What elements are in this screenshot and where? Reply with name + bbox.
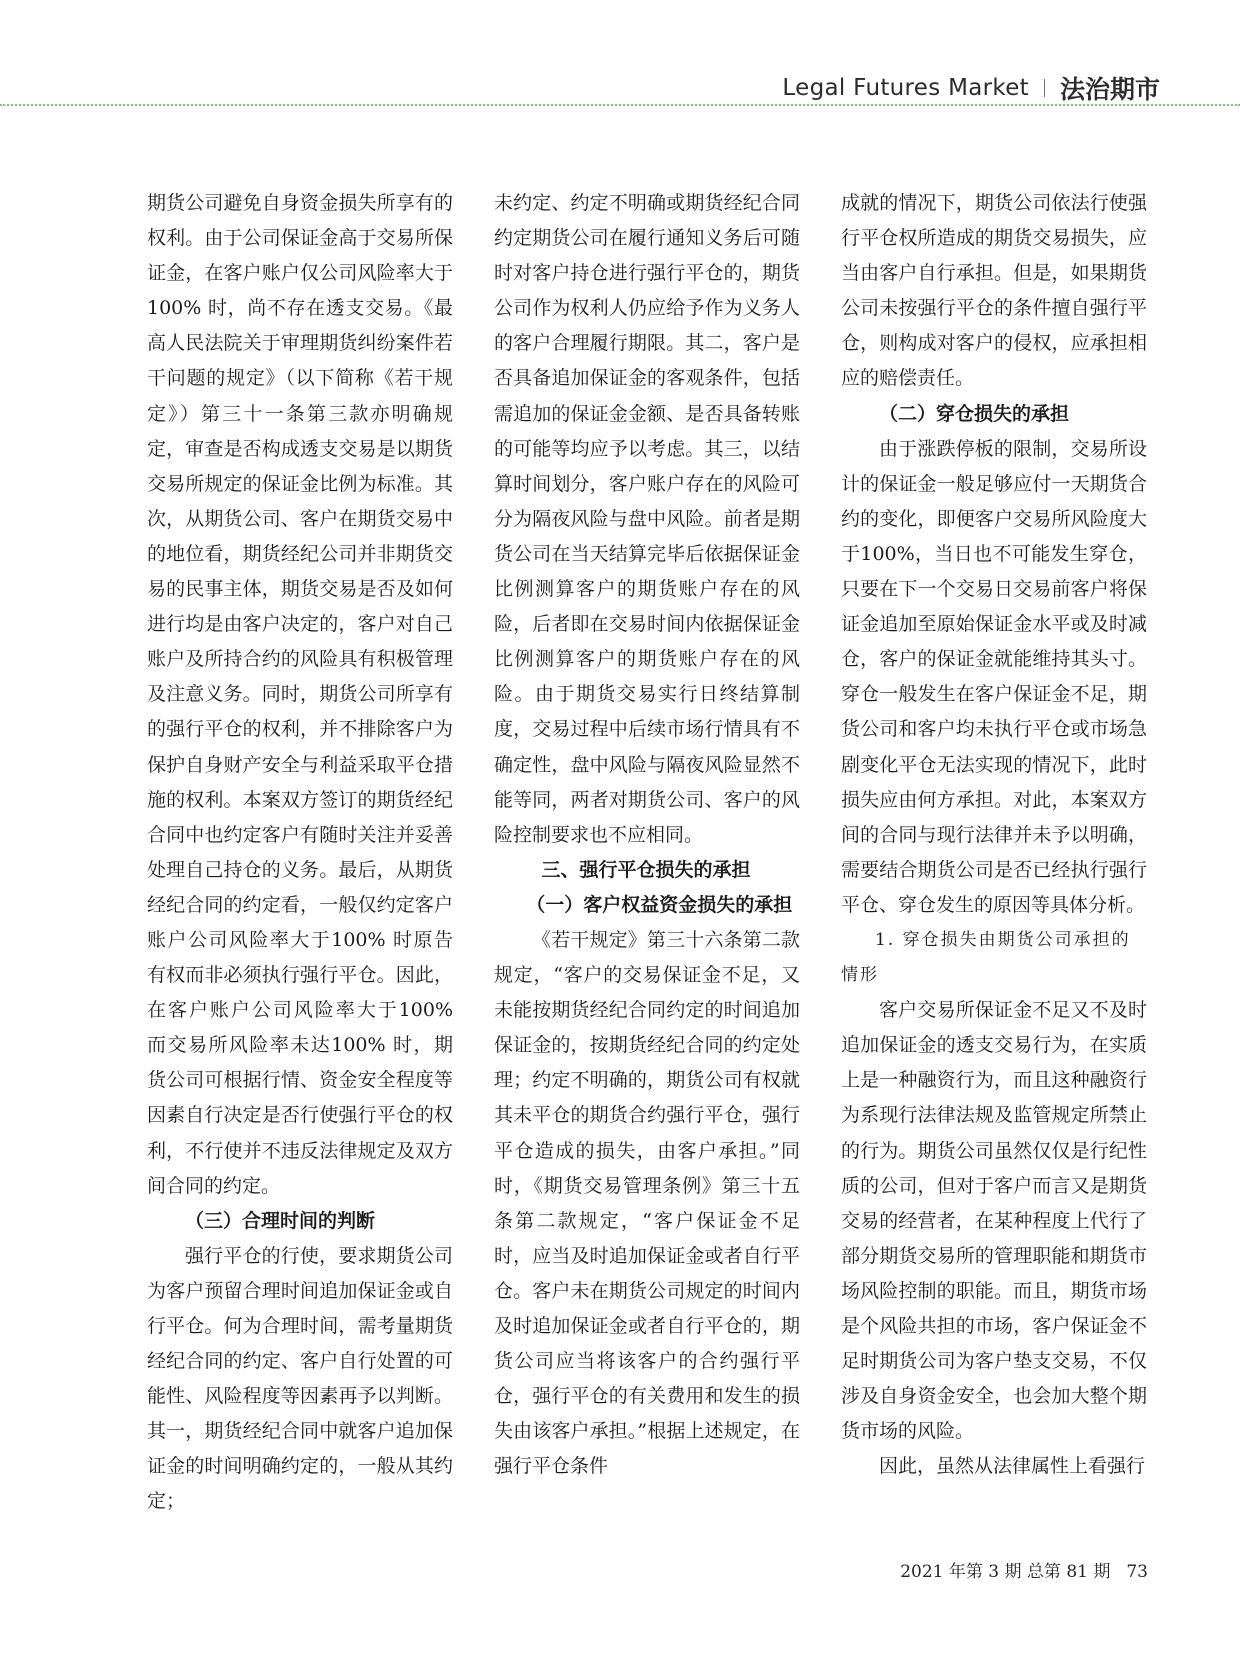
paragraph: 客户交易所保证金不足又不及时追加保证金的透支交易行为，在实质上是一种融资行为，而且这种融资行为系现行法律法规及监管规定所禁止的行为。期货公司虽然仅仅是行纪性质的公司，但对于客户而言又是期货交易的经营者，在某种程度上代行了部分期货交易所的管理职能和期货市场风险控制的职能。而且，期货市场是个风险共担的市场，客户保证金不足时期货公司为客户垫支交易，不仅涉及自身资金安全，也会加大整个期货市场的风险。 [841,999,1147,1443]
paragraph: 由于涨跌停板的限制，交易所设计的保证金一般足够应付一天期货合约的变化，即便客户交易所风险度大于100%，当日也不可能发生穿仓，只要在下一个交易日交易前客户将保证金追加至原始保证金水平或及时减仓，客户的保证金就能维持其头寸。穿仓一般发生在客户保证金不足，期货公司和客户均未执行平仓或市场急剧变化平仓无法实现的情况下，此时损失应由何方承担。对此，本案双方间的合同与现行法律并未予以明确，需要结合期货公司是否已经执行强行平仓、穿仓发生的原因等具体分析。 [841,437,1147,916]
header-separator [1044,79,1045,97]
text-column-middle [494,186,800,1484]
paragraph: 强行平仓的行使，要求期货公司为客户预留合理时间追加保证金或自行平仓。何为合理时间，需考量期货经纪合同的约定、客户自行处置的可能性、风险程度等因素再予以判断。其一，期货经纪合同中就客户追加保证金的时间明确约定的，一般从其约定； [147,1244,453,1513]
paragraph: 成就的情况下，期货公司依法行使强行平仓权所造成的期货交易损失，应当由客户自行承担。但是，如果期货公司未按强行平仓的条件擅自强行平仓，则构成对客户的侵权，应承担相应的赔偿责任。 [841,192,1147,390]
section-heading-loss-bearing: 三、强行平仓损失的承担 [541,858,751,881]
text-column-left [147,186,453,1520]
subsection-heading-overdraft-loss: （二）穿仓损失的承担 [879,402,1070,425]
page-footer [900,1557,1148,1582]
paragraph: 《若干规定》第三十六条第二款规定，“客户的交易保证金不足，又未能按期货经纪合同约定的时间追加保证金的，按期货经纪合同的约定处理；约定不明确的，期货公司有权就其未平仓的期货合约强行平仓，强行平仓造成的损失，由客户承担。”同时，《期货交易管理条例》第三十五条第二款规定，“客户保证金不足时，应当及时追加保证金或者自行平仓。客户未在期货公司规定的时间内及时追加保证金或者自行平仓的，期货公司应当将该客户的合约强行平仓，强行平仓的有关费用和发生的损失由该客户承担。”根据上述规定，在强行平仓条件 [494,928,800,1478]
subsection-heading-client-equity-loss: （一）客户权益资金损失的承担 [526,893,793,916]
section-heading-reasonable-time: （三）合理时间的判断 [185,1209,376,1232]
paragraph: 未约定、约定不明确或期货经纪合同约定期货公司在履行通知义务后可随时对客户持仓进行强行平仓的，期货公司作为权利人仍应给予作为义务人的客户合理履行期限。其二，客户是否具备追加保证金的客观条件，包括需追加的保证金金额、是否具备转账的可能等均应予以考虑。其三，以结算时间划分，客户账户存在的风险可分为隔夜风险与盘中风险。前者是期货公司在当天结算完毕后依据保证金比例测算客户的期货账户存在的风险，后者即在交易时间内依据保证金比例测算客户的期货账户存在的风险。由于期货交易实行日终结算制度，交易过程中后续市场行情具有不确定性，盘中风险与隔夜风险显然不能等同，两者对期货公司、客户的风险控制要求也不应相同。 [494,192,800,846]
page-number: 73 [1126,1562,1148,1582]
text-column-right [841,186,1147,1484]
numbered-heading-company-bears-loss: 1. 穿仓损失由期货公司承担的情形 [841,929,1131,986]
header-dotted-rule [0,104,1240,106]
running-header [782,68,1160,108]
paragraph: 期货公司避免自身资金损失所享有的权利。由于公司保证金高于交易所保证金，在客户账户仅公司风险率大于100% 时，尚不存在透支交易。《最高人民法院关于审理期货纠纷案件若干问题的规定》（以下简称《若干规定》）第三十一条第三款亦明确规定，审查是否构成透支交易是以期货交易所规定的保证金比例为标准。其次，从期货公司、客户在期货交易中的地位看，期货经纪公司并非期货交易的民事主体，期货交易是否及如何进行均是由客户决定的，客户对自己账户及所持合约的风险具有积极管理及注意义务。同时，期货公司所享有的强行平仓的权利，并不排除客户为保护自身财产安全与利益采取平仓措施的权利。本案双方签订的期货经纪合同中也约定客户有随时关注并妥善处理自己持仓的义务。最后，从期货经纪合同的约定看，一般仅约定客户账户公司风险率大于100% 时原告有权而非必须执行强行平仓。因此，在客户账户公司风险率大于100% 而交易所风险率未达100% 时，期货公司可根据行情、资金安全程度等因素自行决定是否行使强行平仓的权利，不行使并不违反法律规定及双方间合同的约定。 [147,192,453,1197]
issue-info: 2021 年第 3 期 总第 81 期 [900,1562,1111,1582]
paragraph: 因此，虽然从法律属性上看强行 [879,1455,1146,1478]
journal-title-chinese: 法治期市 [1059,75,1160,104]
journal-title-english: Legal Futures Market [782,75,1029,101]
